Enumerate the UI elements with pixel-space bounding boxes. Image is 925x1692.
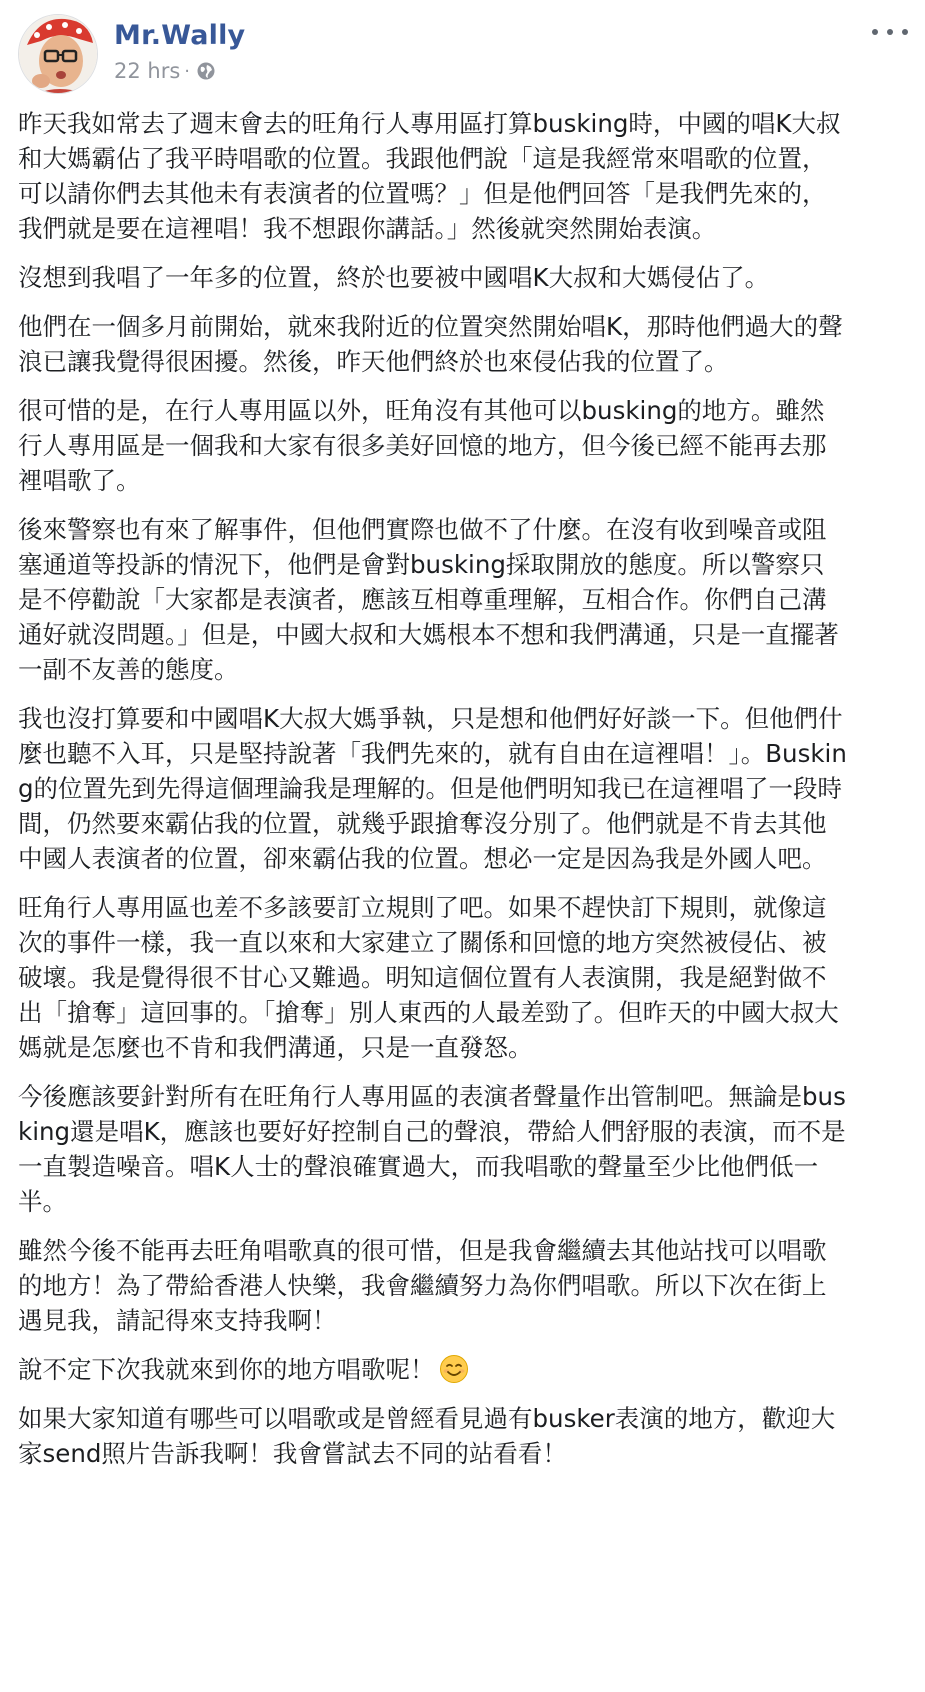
post-paragraph: 他們在一個多月前開始，就來我附近的位置突然開始唱K，那時他們過大的聲浪已讓我覺得很困擾。然後，昨天他們終於也來侵佔我的位置了。 [18,312,843,376]
author-name[interactable]: Mr.Wally [114,20,246,51]
timestamp[interactable]: 22 hrs [114,59,181,83]
meta-separator: · [184,60,191,82]
more-dot-icon [887,29,893,35]
post-paragraph: 我也沒打算要和中國唱K大叔大媽爭執，只是想和他們好好談一下。但他們什麼也聽不入耳，只是堅持說著「我們先來的，就有自由在這裡唱！」。Busking的位置先到先得這個理論我是理解的。但是他們明知我已在這裡唱了一段時間，仍然要來霸佔我的位置，就幾乎跟搶奪沒分別了。他們就是不肯去其他中國人表演者的位置，卻來霸佔我的位置。想必一定是因為我是外國人吧。 [18,704,847,873]
more-options-button[interactable] [872,20,908,44]
post-meta [114,58,216,84]
post-paragraph: 今後應該要針對所有在旺角行人專用區的表演者聲量作出管制吧。無論是busking還是唱K，應該也要好好控制自己的聲浪，帶給人們舒服的表演，而不是一直製造噪音。唱K人士的聲浪確實過大，而我唱歌的聲量至少比他們低一半。 [18,1082,846,1216]
more-dot-icon [872,29,878,35]
post-paragraph-with-emoji [18,1352,848,1387]
post-paragraph: 很可惜的是，在行人專用區以外，旺角沒有其他可以busking的地方。雖然行人專用區是一個我和大家有很多美好回憶的地方，但今後已經不能再去那裡唱歌了。 [18,396,827,495]
post-paragraph: 雖然今後不能再去旺角唱歌真的很可惜，但是我會繼續去其他站找可以唱歌的地方！為了帶給香港人快樂，我會繼續努力為你們唱歌。所以下次在街上遇見我，請記得來支持我啊！ [18,1236,827,1335]
post-paragraph: 後來警察也有來了解事件，但他們實際也做不了什麼。在沒有收到噪音或阻塞通道等投訴的情況下，他們是會對busking採取開放的態度。所以警察只是不停勸說「大家都是表演者，應該互相尊重理解，互相合作。你們自己溝通好就沒問題。」但是，中國大叔和大媽根本不想和我們溝通，只是一直擺著一副不友善的態度。 [18,515,839,684]
post-paragraph: 沒想到我唱了一年多的位置，終於也要被中國唱K大叔和大媽侵佔了。 [18,263,770,292]
post-header [18,14,908,104]
post-paragraph: 如果大家知道有哪些可以唱歌或是曾經看見過有busker表演的地方，歡迎大家send照片告訴我啊！我會嘗試去不同的站看看！ [18,1404,836,1468]
post-paragraph: 旺角行人專用區也差不多該要訂立規則了吧。如果不趕快訂下規則，就像這次的事件一樣，我一直以來和大家建立了關係和回憶的地方突然被侵佔、被破壞。我是覺得很不甘心又難過。明知這個位置有人表演開，我是絕對做不出「搶奪」這回事的。「搶奪」別人東西的人最差勁了。但昨天的中國大叔大媽就是怎麼也不肯和我們溝通，只是一直發怒。 [18,893,839,1062]
post-paragraph: 昨天我如常去了週末會去的旺角行人專用區打算busking時，中國的唱K大叔和大媽霸佔了我平時唱歌的位置。我跟他們說「這是我經常來唱歌的位置，可以請你們去其他未有表演者的位置嗎？」但是他們回答「是我們先來的，我們就是要在這裡唱！我不想跟你講話。」然後就突然開始表演。 [18,109,841,243]
post-body [18,106,848,1485]
avatar[interactable] [18,14,98,94]
globe-icon[interactable] [196,61,216,81]
smiling-face-icon [439,1354,469,1384]
more-dot-icon [902,29,908,35]
post-paragraph-text: 說不定下次我就來到你的地方唱歌呢！ [18,1355,435,1384]
avatar-image [19,15,98,94]
